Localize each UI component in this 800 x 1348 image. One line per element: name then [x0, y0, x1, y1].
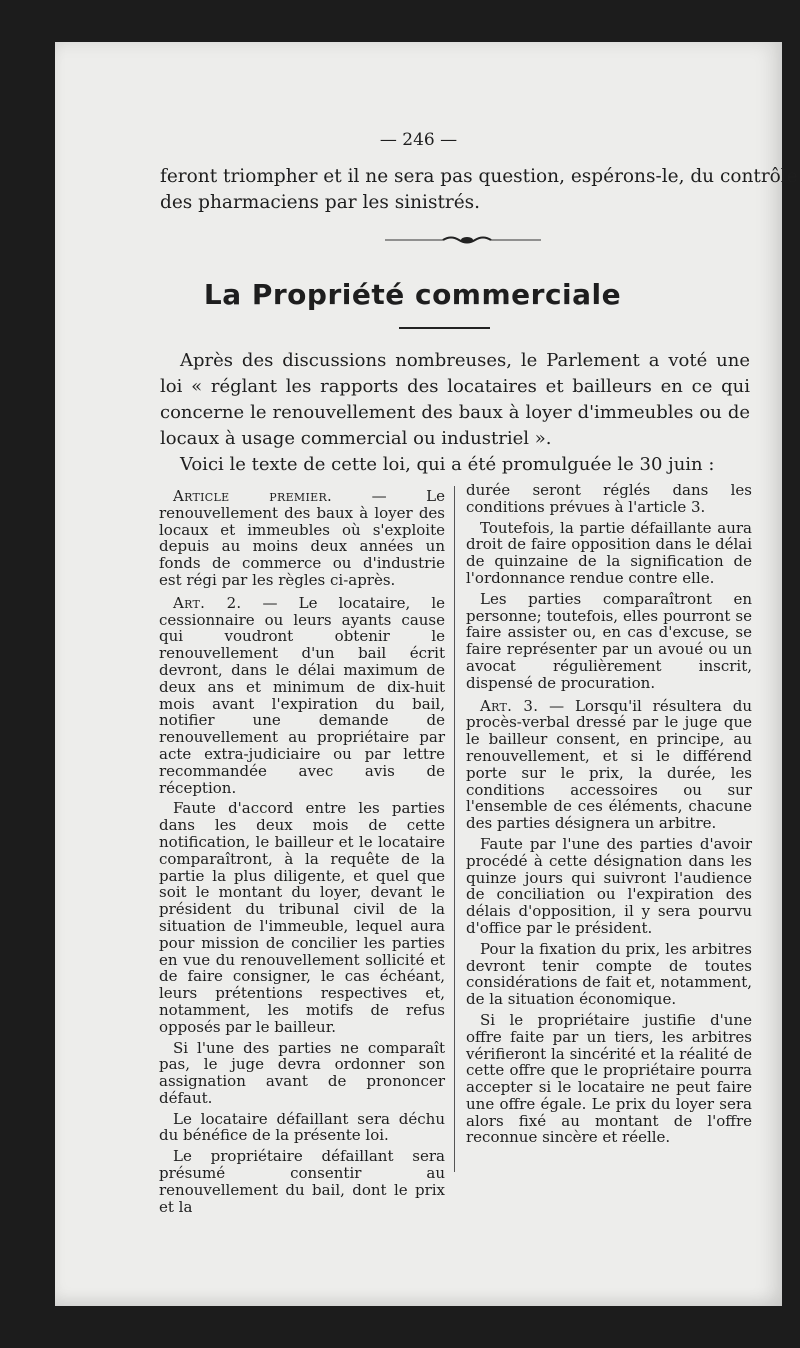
paragraph: Les parties comparaîtront en personne; toutefois, elles pourront se faire assister ou, en cas d'excuse, se faire représenter par un avoué ou un avocat régulièrement inscrit, dispensé de procuration.: [466, 589, 752, 692]
paragraph: Pour la fixation du prix, les arbitres devront tenir compte de toutes considérations de fait et, notamment, de la situation économique.: [466, 939, 752, 1009]
paragraph: [159, 595, 445, 797]
continuation-line-2: des pharmaciens par les sinistrés.: [160, 192, 481, 213]
article-heading: Art. 3.: [480, 696, 539, 715]
intro-paragraphs: [160, 348, 750, 478]
intro-paragraph-2: Voici le texte de cette loi, qui a été promulguée le 30 juin :: [180, 454, 715, 475]
paragraph: Le propriétaire défaillant sera présumé consentir au renouvellement du bail, dont le prix et la: [159, 1147, 445, 1216]
right-column: [466, 482, 752, 1150]
paragraph-text: — Lorsqu'il résultera du procès-verbal dressé par le juge que le bailleur consent, en principe, au renouvellement, et si le différend porte sur le prix, la durée, les conditions accessoires ou sur l'ensemble de ces éléments, chacune des parties désignera un arbitre.: [466, 696, 752, 833]
paragraph: [466, 698, 752, 832]
article-title: La Propriété commerciale: [203, 278, 622, 311]
ornament-divider: [383, 234, 543, 246]
book-page: [55, 42, 798, 1306]
paragraph: Faute d'accord entre les parties dans les deux mois de cette notification, le bailleur et le locataire comparaîtront, à la requête de la partie la plus diligente, et quel que soit le montant du loyer, devant le président du tribunal civil de la situation de l'immeuble, lequel aura pour mission de concilier les parties en vue du renouvellement sollicité et de faire consigner, le cas échéant, leurs prétentions respectives et, notamment, les motifs de refus opposés par le bailleur.: [159, 799, 445, 1036]
paragraph: Le locataire défaillant sera déchu du bénéfice de la présente loi.: [159, 1109, 445, 1145]
page-number: — 246 —: [379, 130, 458, 150]
continuation-text: [160, 164, 798, 216]
paragraph: Faute par l'une des parties d'avoir procédé à cette désignation dans les quinze jours qui suivront l'audience de conciliation ou l'expiration des délais d'opposition, il y sera pourvu d'office par le président.: [466, 834, 752, 937]
left-column: [159, 482, 445, 1219]
paragraph-text: — Le locataire, le cessionnaire ou leurs ayants cause qui voudront obtenir le renouvellement d'un bail écrit devront, dans le délai maximum de deux ans et minimum de dix-huit mois avant l'expiration du bail, notifier une demande de renouvellement au propriétaire par acte extra-judiciaire ou par lettre recommandée avec avis de réception.: [159, 593, 445, 797]
article-heading: Art. 2.: [173, 593, 242, 612]
article-heading: Article premier.: [173, 487, 333, 505]
column-divider: [454, 486, 455, 1172]
paragraph: Si le propriétaire justifie d'une offre faite par un tiers, les arbitres vérifieront la sincérité et la réalité de cette offre que le propriétaire pourra accepter si le locataire ne peut faire une offre égale. Le prix du loyer sera alors fixé au montant de l'offre reconnue sincère et réelle.: [466, 1010, 752, 1147]
paragraph: Toutefois, la partie défaillante aura droit de faire opposition dans le délai de quinzaine de la signification de l'ordonnance rendue contre elle.: [466, 518, 752, 587]
paragraph-text: — Le renouvellement des baux à loyer des locaux et immeubles où s'exploite depuis au moins deux années un fonds de commerce ou d'industrie est régi par les règles ci-après.: [159, 487, 445, 589]
paragraph: Si l'une des parties ne comparaît pas, le juge devra ordonner son assignation avant de prononcer défaut.: [159, 1038, 445, 1107]
intro-paragraph-1: Après des discussions nombreuses, le Parlement a voté une loi « réglant les rapports des locataires et bailleurs en ce qui concerne le renouvellement des baux à loyer d'immeubles ou de locaux à usage commercial ou industriel ».: [160, 350, 750, 449]
paragraph: [159, 488, 445, 589]
paragraph: durée seront réglés dans les conditions prévues à l'article 3.: [466, 481, 752, 516]
title-underline: [399, 327, 490, 329]
continuation-line-1: feront triompher et il ne sera pas question, espérons-le, du contrôle: [160, 166, 798, 187]
